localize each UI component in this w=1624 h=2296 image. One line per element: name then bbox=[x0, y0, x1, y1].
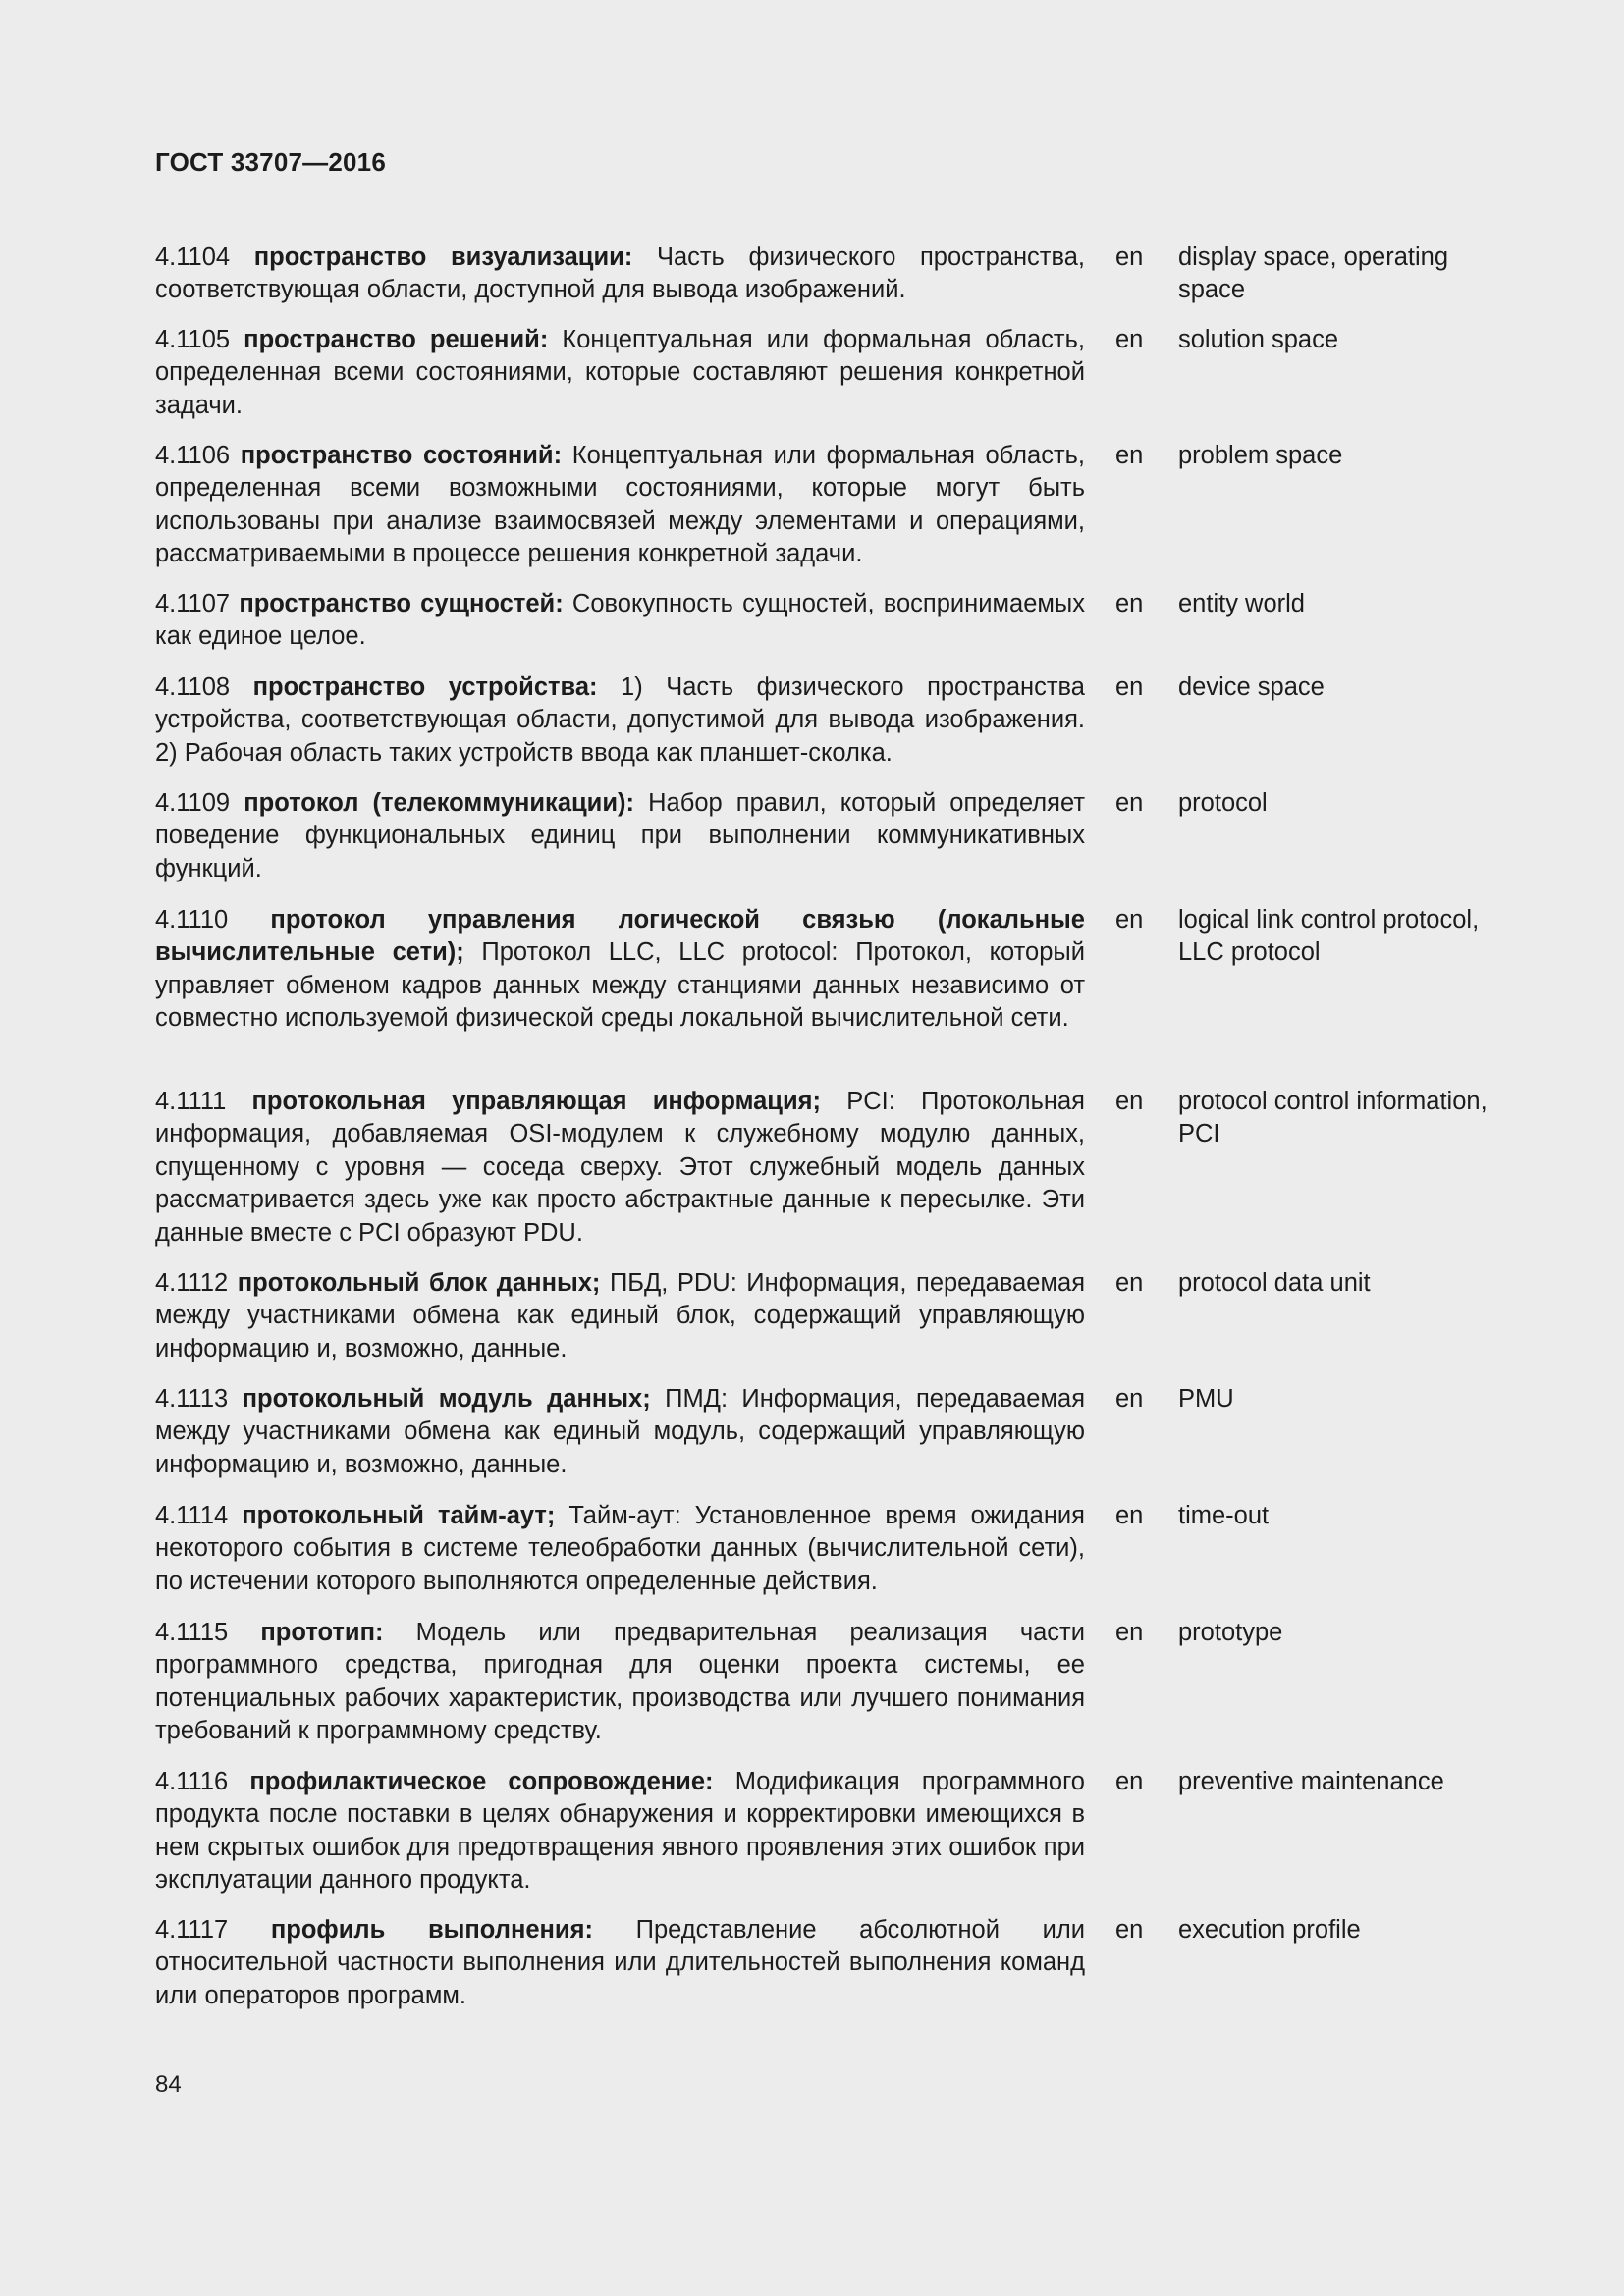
entry-number: 4.1110 bbox=[155, 906, 229, 934]
entry-definition: Совокупность сущностей, воспринимаемых как единое целое. bbox=[155, 590, 1085, 651]
entry-term: профилактическое сопровождение: bbox=[249, 1768, 714, 1795]
entry-text bbox=[155, 904, 1085, 1036]
entry-text bbox=[155, 1617, 1085, 1748]
english-term: preventive maintenance bbox=[1178, 1768, 1444, 1795]
entry-text bbox=[155, 1267, 1085, 1365]
entry-definition: PCI: Протокольная информация, добавляемая OSI-модулем к служебному модулю данных, спущенному с уровня — соседа сверху. Этот служебный модель данных рассматривается здесь уже как просто абстрактные данные к пересылке. Эти данные вместе с PCI образуют PDU. bbox=[155, 1088, 1085, 1247]
entry-definition: Модификация программного продукта после поставки в целях обнаружения и корректировки имеющихся в нем скрытых ошибок для предотвращения явного проявления этих ошибок при эксплуатации данного продукта. bbox=[155, 1768, 1085, 1895]
entry-definition: Модель или предварительная реализация части программного средства, пригодная для оценки проекта системы, ее потенциальных рабочих характеристик, производства или лучшего понимания требований к программному средству. bbox=[155, 1619, 1085, 1745]
entry-number: 4.1107 bbox=[155, 590, 231, 617]
entry-term: протокол управления логической связью (локальные вычислительные сети); bbox=[155, 906, 1085, 967]
entry-number: 4.1113 bbox=[155, 1385, 229, 1413]
term-entry bbox=[155, 1500, 1530, 1617]
language-code: en bbox=[1115, 1385, 1144, 1413]
term-entry bbox=[155, 1617, 1530, 1766]
entry-number: 4.1112 bbox=[155, 1269, 229, 1297]
entry-term: пространство решений: bbox=[244, 326, 549, 353]
term-entry bbox=[155, 787, 1530, 904]
entry-text bbox=[155, 671, 1085, 770]
term-entry bbox=[155, 1086, 1530, 1267]
entry-text bbox=[155, 1766, 1085, 1897]
term-entry bbox=[155, 904, 1530, 1086]
entry-definition: Протокол LLC, LLC protocol: Протокол, который управляет обменом кадров данных между станциями данных независимо от совместно используемой физической среды локальной вычислительной сети. bbox=[155, 938, 1085, 1033]
term-entry bbox=[155, 671, 1530, 787]
english-term: entity world bbox=[1178, 590, 1305, 617]
language-code: en bbox=[1115, 1088, 1144, 1115]
english-term: solution space bbox=[1178, 326, 1339, 353]
term-entry bbox=[155, 588, 1530, 671]
entry-number: 4.1105 bbox=[155, 326, 231, 353]
entry-number: 4.1104 bbox=[155, 243, 231, 271]
entry-definition: Представление абсолютной или относительной частности выполнения или длительностей выполнения команд или операторов программ. bbox=[155, 1916, 1085, 2009]
english-term: protocol control information, PCI bbox=[1178, 1088, 1488, 1148]
entry-number: 4.1115 bbox=[155, 1619, 229, 1646]
entry-term: пространство устройства: bbox=[252, 673, 598, 701]
english-term: execution profile bbox=[1178, 1916, 1361, 1944]
entry-text bbox=[155, 1914, 1085, 2012]
language-code: en bbox=[1115, 673, 1144, 701]
language-code: en bbox=[1115, 906, 1144, 934]
term-entry bbox=[155, 241, 1530, 324]
term-entry bbox=[155, 1914, 1530, 2030]
entry-term: протокольный блок данных; bbox=[237, 1269, 601, 1297]
english-term: display space, operating space bbox=[1178, 243, 1449, 304]
entry-definition: Набор правил, который определяет поведение функциональных единиц при выполнении коммуникативных функций. bbox=[155, 789, 1086, 882]
english-term: time-out bbox=[1178, 1502, 1270, 1529]
entry-text bbox=[155, 324, 1085, 422]
entry-number: 4.1111 bbox=[155, 1088, 227, 1115]
entry-definition: Часть физического пространства, соответствующая области, доступной для вывода изображений. bbox=[155, 243, 1085, 304]
term-entry bbox=[155, 440, 1530, 588]
language-code: en bbox=[1115, 1619, 1144, 1646]
entry-number: 4.1114 bbox=[155, 1502, 229, 1529]
term-list bbox=[155, 241, 1530, 2030]
entry-term: пространство визуализации: bbox=[253, 243, 633, 271]
entry-term: профиль выполнения: bbox=[270, 1916, 593, 1944]
entry-text bbox=[155, 440, 1085, 571]
entry-term: пространство состояний: bbox=[240, 442, 563, 469]
language-code: en bbox=[1115, 789, 1144, 817]
entry-number: 4.1117 bbox=[155, 1916, 229, 1944]
term-entry bbox=[155, 324, 1530, 440]
english-term: PMU bbox=[1178, 1385, 1234, 1413]
entry-definition: ПБД, PDU: Информация, передаваемая между участниками обмена как единый блок, содержащий управляющую информацию и, возможно, данные. bbox=[155, 1269, 1086, 1362]
english-term: protocol data unit bbox=[1178, 1269, 1371, 1297]
entry-text bbox=[155, 1383, 1085, 1481]
english-term: problem space bbox=[1178, 442, 1343, 469]
language-code: en bbox=[1115, 442, 1144, 469]
entry-number: 4.1106 bbox=[155, 442, 231, 469]
language-code: en bbox=[1115, 590, 1144, 617]
language-code: en bbox=[1115, 1768, 1144, 1795]
term-entry bbox=[155, 1383, 1530, 1500]
entry-text bbox=[155, 787, 1085, 885]
entry-term: протокол (телекоммуникации): bbox=[244, 789, 635, 817]
term-entry bbox=[155, 1267, 1530, 1383]
document-header: ГОСТ 33707—2016 bbox=[155, 147, 386, 177]
entry-number: 4.1116 bbox=[155, 1768, 229, 1795]
page-number: 84 bbox=[155, 2071, 182, 2098]
entry-number: 4.1108 bbox=[155, 673, 231, 701]
english-term: prototype bbox=[1178, 1619, 1283, 1646]
english-term: device space bbox=[1178, 673, 1325, 701]
language-code: en bbox=[1115, 243, 1144, 271]
language-code: en bbox=[1115, 326, 1144, 353]
entry-text bbox=[155, 1500, 1085, 1598]
entry-text bbox=[155, 1086, 1085, 1250]
entry-definition: Концептуальная или формальная область, определенная всеми состояниями, которые составляют решения конкретной задачи. bbox=[155, 326, 1085, 419]
language-code: en bbox=[1115, 1502, 1144, 1529]
english-term: logical link control protocol, LLC protocol bbox=[1178, 906, 1480, 967]
entry-text bbox=[155, 241, 1085, 307]
entry-term: протокольная управляющая информация; bbox=[251, 1088, 821, 1115]
entry-term: прототип: bbox=[260, 1619, 384, 1646]
entry-term: протокольный тайм-аут; bbox=[242, 1502, 556, 1529]
term-entry bbox=[155, 1766, 1530, 1914]
entry-text bbox=[155, 588, 1085, 654]
entry-term: пространство сущностей: bbox=[239, 590, 564, 617]
entry-definition: ПМД: Информация, передаваемая между участниками обмена как единый модуль, содержащий управляющую информацию и, возможно, данные. bbox=[155, 1385, 1085, 1478]
entry-definition: Тайм-аут: Установленное время ожидания некоторого события в системе телеобработки данных (вычислительной сети), по истечении которого выполняются определенные действия. bbox=[155, 1502, 1085, 1595]
entry-number: 4.1109 bbox=[155, 789, 231, 817]
language-code: en bbox=[1115, 1916, 1144, 1944]
language-code: en bbox=[1115, 1269, 1144, 1297]
entry-definition: 1) Часть физического пространства устройства, соответствующая области, допустимой для вывода изображения. 2) Рабочая область таких устройств ввода как планшет-сколка. bbox=[155, 673, 1085, 767]
english-term: protocol bbox=[1178, 789, 1268, 817]
entry-definition: Концептуальная или формальная область, определенная всеми возможными состояниями, которые могут быть использованы при анализе взаимосвязей между элементами и операциями, рассматриваемыми в процессе решения конкретной задачи. bbox=[155, 442, 1086, 568]
entry-term: протокольный модуль данных; bbox=[242, 1385, 651, 1413]
